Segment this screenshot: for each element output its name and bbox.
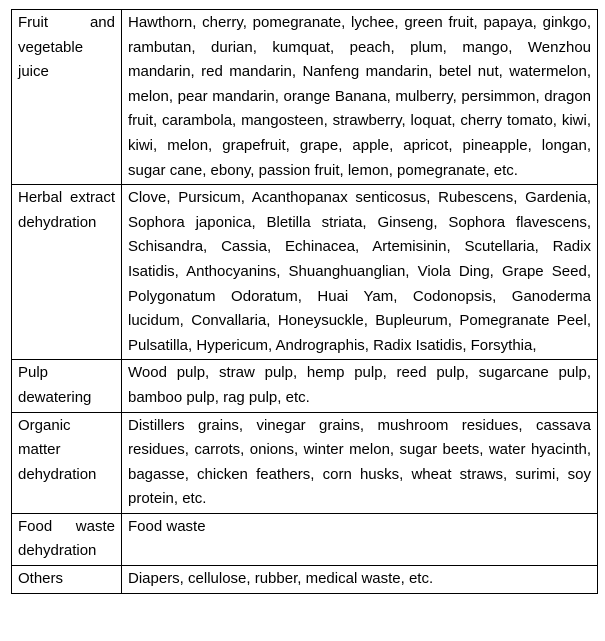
items-cell: Food waste bbox=[122, 513, 598, 565]
table-row bbox=[12, 360, 598, 412]
category-cell: Organic matter dehydration bbox=[12, 412, 122, 513]
table-row bbox=[12, 566, 598, 594]
applications-table bbox=[11, 9, 598, 594]
category-cell: Herbal extract dehydration bbox=[12, 185, 122, 360]
items-cell: Diapers, cellulose, rubber, medical waste, etc. bbox=[122, 566, 598, 594]
category-cell: Pulp dewatering bbox=[12, 360, 122, 412]
table-row bbox=[12, 513, 598, 565]
category-cell: Fruit and vegetable juice bbox=[12, 10, 122, 185]
items-cell: Clove, Pursicum, Acanthopanax senticosus, Rubescens, Gardenia, Sophora japonica, Bletilla striata, Ginseng, Sophora flavescens, Schisandra, Cassia, Echinacea, Artemisinin, Scutellaria, Radix Isatidis, Anthocyanins, Shuanghuanglian, Viola Ding, Grape Seed, Polygonatum Odoratum, Huai Yam, Codonopsis, Ganoderma lucidum, Convallaria, Honeysuckle, Bupleurum, Pomegranate Peel, Pulsatilla, Hypericum, Andrographis, Radix Isatidis, Forsythia, bbox=[122, 185, 598, 360]
table-row bbox=[12, 185, 598, 360]
items-cell: Wood pulp, straw pulp, hemp pulp, reed pulp, sugarcane pulp, bamboo pulp, rag pulp, etc. bbox=[122, 360, 598, 412]
items-cell: Distillers grains, vinegar grains, mushroom residues, cassava residues, carrots, onions, winter melon, sugar beets, water hyacinth, bagasse, chicken feathers, corn husks, wheat straws, surimi, soy protein, etc. bbox=[122, 412, 598, 513]
category-cell: Others bbox=[12, 566, 122, 594]
table-row bbox=[12, 10, 598, 185]
category-cell: Food waste dehydration bbox=[12, 513, 122, 565]
table-row bbox=[12, 412, 598, 513]
items-cell: Hawthorn, cherry, pomegranate, lychee, green fruit, papaya, ginkgo, rambutan, durian, kumquat, peach, plum, mango, Wenzhou mandarin, red mandarin, Nanfeng mandarin, betel nut, watermelon, melon, pear mandarin, orange Banana, mulberry, persimmon, dragon fruit, carambola, mangosteen, strawberry, loquat, cherry tomato, kiwi, kiwi, melon, grapefruit, grape, apple, apricot, pineapple, longan, sugar cane, ebony, passion fruit, lemon, pomegranate, etc. bbox=[122, 10, 598, 185]
